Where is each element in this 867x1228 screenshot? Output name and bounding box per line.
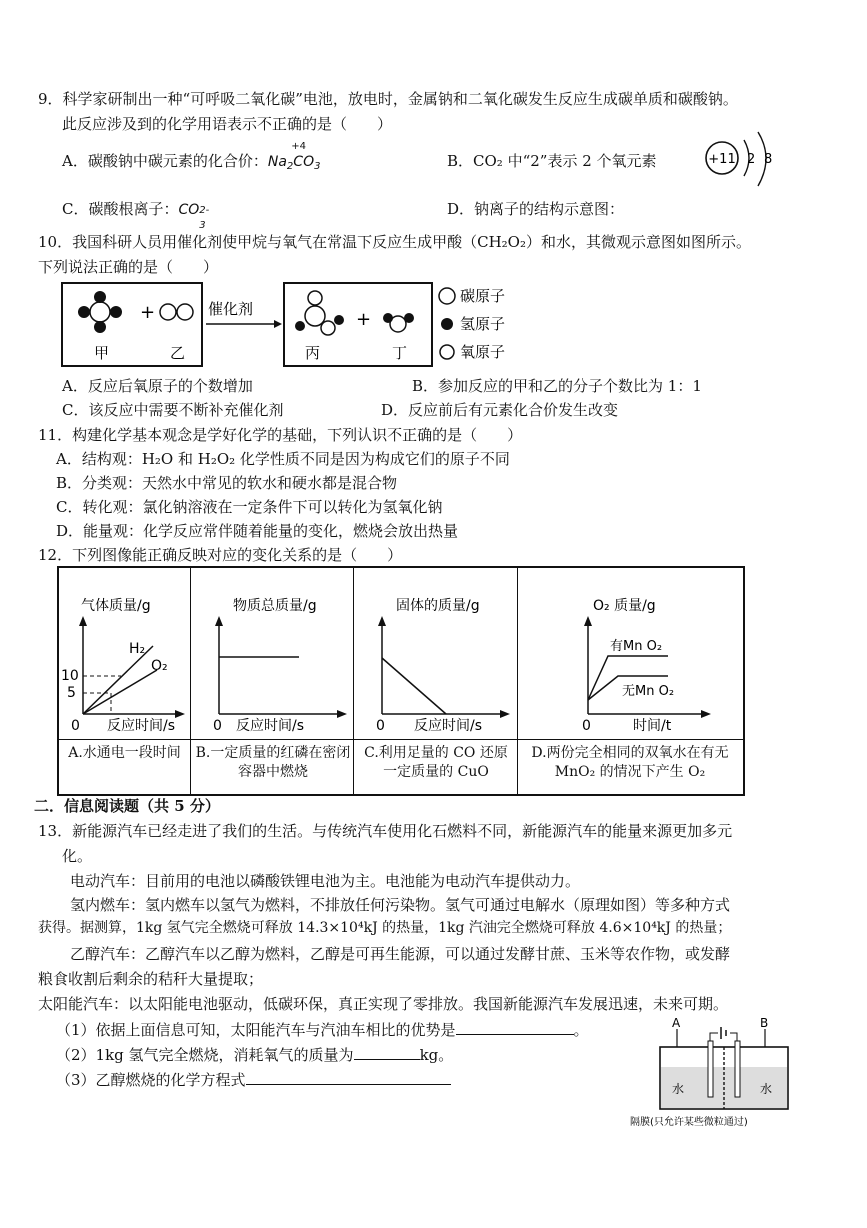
label-bing: 丙	[305, 344, 321, 362]
q10-option-b: B．参加反应的甲和乙的分子个数比为 1：1	[412, 377, 702, 395]
graph-a-xlabel: 反应时间/s	[107, 718, 176, 734]
formula-charge: 2-	[199, 205, 210, 216]
label-ding: 丁	[392, 344, 408, 362]
hydrogen-atom	[334, 315, 344, 325]
graph-c-xlabel: 反应时间/s	[414, 718, 483, 734]
hydrogen-atom	[383, 313, 393, 323]
hydrogen-atom	[78, 306, 90, 318]
q10-option-c: C．该反应中需要不断补充催化剂	[62, 401, 284, 419]
q9-stem-line1: 9．科学家研制出一种“可呼吸二氧化碳”电池，放电时，金属钠和二氧化碳发生反应生成碳单质和碳酸钠。	[38, 90, 738, 108]
graph-b-xlabel: 反应时间/s	[236, 718, 305, 734]
graph-d	[518, 568, 740, 739]
q11-option-d: D．能量观：化学反应常伴随着能量的变化，燃烧会放出热量	[56, 522, 459, 540]
legend-carbon: 碳原子	[460, 287, 506, 305]
x-axis-arrow-icon	[175, 710, 185, 718]
methane-molecule	[78, 291, 122, 333]
q12-graph-table	[57, 566, 745, 796]
hydrogen-atom	[110, 306, 122, 318]
plus-sign: +	[140, 302, 156, 323]
graph-b-ylabel: 物质总质量/g	[233, 598, 317, 614]
carbon-atom	[305, 306, 325, 326]
tube-b-label: B	[760, 1016, 769, 1030]
with-mno2-label: 有Mn O₂	[610, 639, 663, 654]
tube-a-label: A	[672, 1016, 681, 1030]
hydrogen-atom	[94, 321, 106, 333]
electrolysis-apparatus-diagram	[630, 1015, 800, 1130]
legend-oxygen-icon	[440, 345, 454, 359]
q13-subquestion-2	[56, 1045, 453, 1064]
legend-oxygen: 氧原子	[460, 343, 506, 361]
nucleus-charge: +11	[708, 152, 736, 167]
formula-sub-2: 2	[286, 161, 294, 172]
graph-b	[191, 568, 353, 739]
legend-hydrogen: 氢原子	[460, 315, 506, 333]
o2-line	[83, 670, 157, 714]
sub2-answer-blank[interactable]	[354, 1045, 420, 1060]
sodium-ion-structure-diagram	[700, 128, 795, 200]
solid-mass-line	[382, 658, 446, 714]
table-divider	[59, 739, 743, 740]
tick-10: 10	[61, 668, 79, 684]
oxygen-atom	[321, 321, 335, 335]
origin: 0	[582, 718, 591, 734]
formic-acid-molecule	[295, 291, 344, 335]
electrode-right	[735, 1041, 740, 1097]
q13-paragraph-ethanol-2: 粮食收割后剩余的秸秆大量提取；	[38, 970, 264, 988]
caption-b: B.一定质量的红磷在密闭容器中燃烧	[195, 745, 351, 780]
q13-paragraph-ethanol-1: 乙醇汽车：乙醇汽车以乙醇为燃料，乙醇是可再生能源，可以通过发酵甘蔗、玉米等农作物，或发酵	[70, 945, 731, 963]
q9-option-c	[62, 200, 215, 231]
without-mno2-label: 无Mn O₂	[622, 684, 675, 699]
oxygen-atom	[308, 291, 322, 305]
graph-a-ylabel: 气体质量/g	[81, 598, 151, 614]
caption-d: D.两份完全相同的双氧水在有无 MnO₂ 的情况下产生 O₂	[531, 745, 729, 780]
sub3-text: （3）乙醇燃烧的化学方程式	[56, 1071, 246, 1089]
legend-carbon-icon	[439, 288, 455, 304]
q9-option-a-text: A．碳酸钠中碳元素的化合价：	[62, 152, 268, 170]
section-title: 二．信息阅读题（共 5 分）	[34, 797, 220, 815]
q13-paragraph-solar: 太阳能汽车：以太阳能电池驱动，低碳环保，真正实现了零排放。我国新能源汽车发展迅速，未来可期。	[38, 995, 729, 1013]
q13-stem-line1: 13．新能源汽车已经走进了我们的生活。与传统汽车使用化石燃料不同，新能源汽车的能量来源更加多元	[38, 822, 733, 840]
formula-carbon	[291, 141, 307, 171]
q9-option-c-text: C．碳酸根离子：	[62, 200, 179, 218]
q11-stem: 11．构建化学基本观念是学好化学的基础，下列认识不正确的是（ ）	[38, 426, 523, 444]
q10-micro-diagram	[60, 280, 540, 372]
graph-d-ylabel: O₂ 质量/g	[593, 598, 656, 614]
y-axis-arrow-icon	[215, 616, 223, 626]
q9-option-b: B．CO₂ 中“2”表示 2 个氧元素	[447, 152, 657, 170]
graph-d-xlabel: 时间/t	[633, 718, 672, 734]
shell1-electrons: 2	[747, 152, 756, 167]
q13-paragraph-electric: 电动汽车：目前用的电池以磷酸铁锂电池为主。电池能为电动汽车提供动力。	[70, 872, 581, 890]
graph-c-ylabel: 固体的质量/g	[396, 598, 480, 614]
y-axis-arrow-icon	[584, 616, 592, 626]
q9-option-d: D．钠离子的结构示意图：	[447, 200, 625, 218]
wire-right	[730, 1033, 737, 1041]
q13-paragraph-hydrogen-2: 获得。据测算，1kg 氢气完全燃烧可释放 14.3×10⁴kJ 的热量，1kg 汽油完全燃烧可释放 4.6×10⁴kJ 的热量；	[38, 920, 732, 936]
tick-5: 5	[67, 685, 76, 701]
origin: 0	[376, 718, 385, 734]
q12-stem: 12．下列图像能正确反映对应的变化关系的是（ ）	[38, 546, 403, 564]
q10-option-d: D．反应前后有元素化合价发生改变	[381, 401, 619, 419]
water-right: 水	[760, 1082, 773, 1096]
q9-stem-line2: 此反应涉及到的化学用语表示不正确的是（ ）	[62, 115, 393, 133]
y-axis-arrow-icon	[378, 616, 386, 626]
x-axis-arrow-icon	[701, 710, 711, 718]
formula-c: C	[293, 154, 304, 170]
q11-option-c: C．转化观：氯化钠溶液在一定条件下可以转化为氢氧化钠	[56, 498, 443, 516]
membrane-caption: 隔膜(只允许某些微粒通过)	[630, 1117, 748, 1128]
label-jia: 甲	[94, 344, 110, 362]
hydrogen-atom	[295, 321, 305, 331]
oxygen-atom	[160, 304, 176, 320]
sub1-text: （1）依据上面信息可知，太阳能汽车与汽油车相比的优势是	[56, 1021, 456, 1039]
q10-option-a: A．反应后氧原子的个数增加	[62, 377, 253, 395]
formula-na: Na	[267, 154, 287, 170]
q13-subquestion-3	[56, 1070, 451, 1089]
x-axis-arrow-icon	[500, 710, 510, 718]
formula-co: CO	[178, 202, 200, 218]
carbonate-formula	[178, 202, 215, 231]
oxygen-atom	[177, 304, 193, 320]
origin: 0	[71, 718, 80, 734]
wire-left	[710, 1033, 718, 1041]
graph-c	[354, 568, 517, 739]
x-axis-arrow-icon	[337, 710, 347, 718]
q13-paragraph-hydrogen-1: 氢内燃车：氢内燃车以氢气为燃料，不排放任何污染物。氢气可通过电解水（原理如图）等多种方式	[70, 896, 731, 914]
formula-sub-3: 3	[314, 161, 321, 172]
caption-c: C.利用足量的 CO 还原一定质量的 CuO	[364, 745, 508, 780]
sub1-answer-blank[interactable]	[456, 1020, 574, 1035]
q9-formula-na2co3	[267, 141, 321, 172]
arrow-head-icon	[274, 320, 282, 328]
q13-subquestion-1	[56, 1020, 589, 1039]
catalyst-label: 催化剂	[208, 300, 254, 318]
formula-o: O	[303, 154, 315, 170]
sub1-end: 。	[573, 1021, 589, 1039]
plus-sign: +	[356, 309, 372, 330]
label-yi: 乙	[170, 344, 186, 362]
graph-a	[59, 568, 190, 739]
water-molecule	[383, 313, 414, 332]
q11-option-a: A．结构观：H₂O 和 H₂O₂ 化学性质不同是因为构成它们的原子不同	[56, 450, 510, 468]
q11-option-b: B．分类观：天然水中常见的软水和硬水都是混合物	[56, 474, 398, 492]
sub2-end: kg。	[419, 1046, 454, 1064]
formula-sub: 3	[199, 220, 206, 231]
electrode-left	[708, 1041, 713, 1097]
hydrogen-atom	[404, 313, 414, 323]
origin: 0	[213, 718, 222, 734]
q13-stem-line2: 化。	[62, 847, 93, 865]
o2-label: O₂	[151, 658, 168, 674]
oxygen-molecule	[160, 304, 193, 320]
hydrogen-atom	[94, 291, 106, 303]
shell2-electrons: 8	[764, 152, 773, 167]
q10-stem-line2: 下列说法正确的是（ ）	[38, 258, 219, 276]
q9-option-a	[62, 141, 321, 173]
water-left: 水	[672, 1082, 685, 1096]
sub2-text: （2）1kg 氢气完全燃烧，消耗氧气的质量为	[56, 1046, 354, 1064]
carbon-atom	[90, 302, 110, 322]
h2-label: H₂	[129, 641, 146, 657]
legend-hydrogen-icon	[441, 318, 453, 330]
q10-stem-line1: 10．我国科研人员用催化剂使甲烷与氧气在常温下反应生成甲酸（CH₂O₂）和水，其微观示意图如图所示。	[38, 233, 751, 251]
y-axis-arrow-icon	[79, 616, 87, 626]
valence-label: +4	[291, 141, 307, 152]
sub3-answer-blank[interactable]	[246, 1070, 451, 1085]
caption-a: A.水通电一段时间	[68, 745, 181, 761]
